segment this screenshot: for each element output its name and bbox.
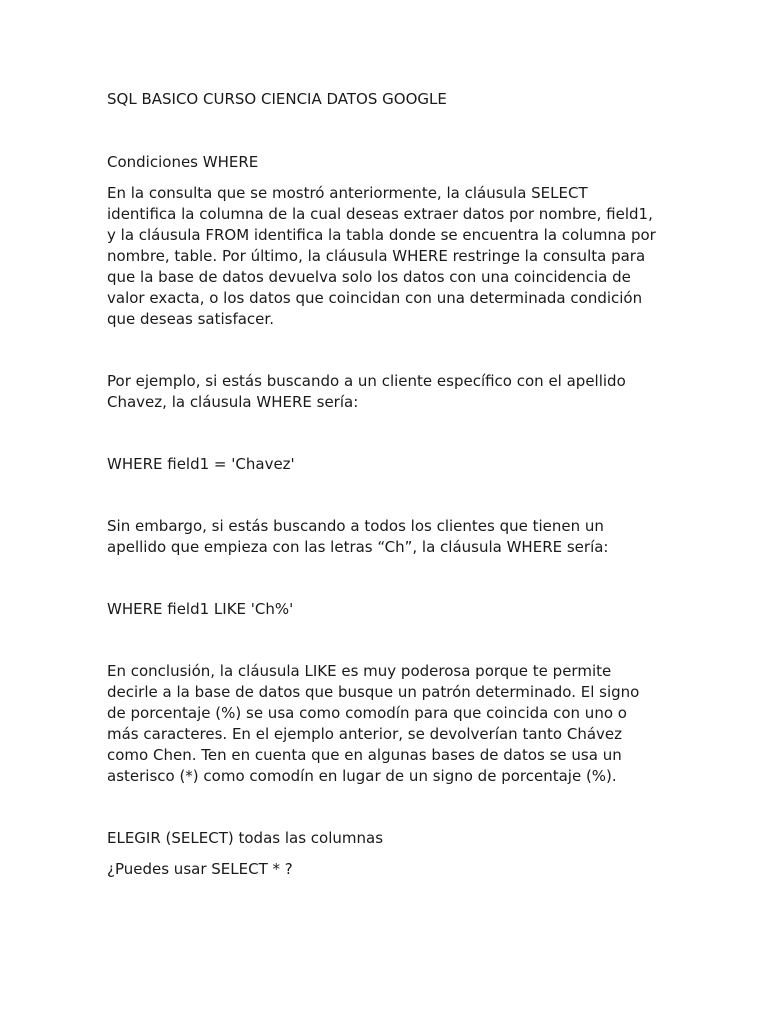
section-heading-select-all: ELEGIR (SELECT) todas las columnas xyxy=(107,829,384,847)
document-title: SQL BASICO CURSO CIENCIA DATOS GOOGLE xyxy=(107,90,447,108)
paragraph-where-explanation: En la consulta que se mostró anteriormente, la cláusula SELECT identifica la columna de la cual deseas extraer datos por nombre, field1, y la cláusula FROM identifica la tabla donde se encuentra la columna por nombre, table. Por último, la cláusula WHERE restringe la consulta para que la base de datos devuelva solo los datos con una coincidencia de valor exacta, o los datos que coincidan con una determinada condición que deseas satisfacer. xyxy=(107,184,656,328)
document-body xyxy=(107,89,667,880)
paragraph-conclusion: En conclusión, la cláusula LIKE es muy poderosa porque te permite decirle a la base de datos que busque un patrón determinado. El signo de porcentaje (%) se usa como comodín para que coincida con uno o más caracteres. En el ejemplo anterior, se devolverían tanto Chávez como Chen. Ten en cuenta que en algunas bases de datos se usa un asterisco (*) como comodín en lugar de un signo de porcentaje (%). xyxy=(107,662,640,785)
paragraph-like-intro: Sin embargo, si estás buscando a todos los clientes que tienen un apellido que empieza con las letras “Ch”, la cláusula WHERE sería: xyxy=(107,517,609,556)
question-select-star: ¿Puedes usar SELECT * ? xyxy=(107,860,293,878)
section-heading-where: Condiciones WHERE xyxy=(107,153,259,171)
paragraph-example-intro: Por ejemplo, si estás buscando a un cliente específico con el apellido Chavez, la cláusula WHERE sería: xyxy=(107,372,626,411)
code-example-equals: WHERE field1 = 'Chavez' xyxy=(107,455,295,473)
code-example-like: WHERE field1 LIKE 'Ch%' xyxy=(107,600,294,618)
